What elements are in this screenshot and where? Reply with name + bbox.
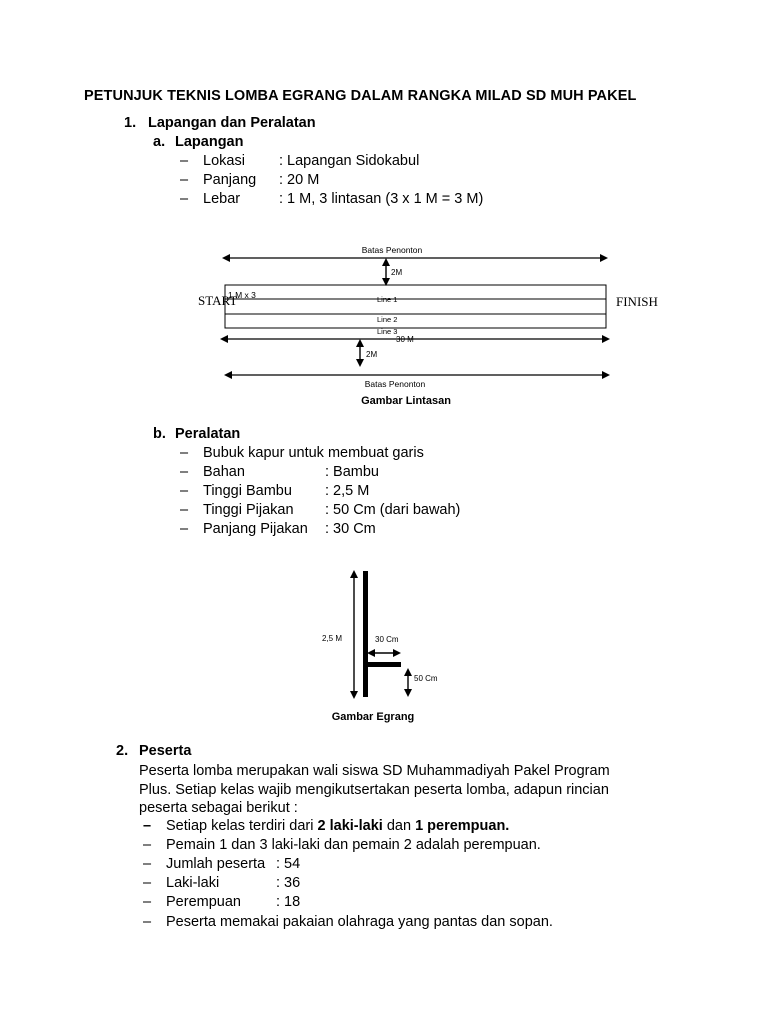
top-gap-label: 2M <box>391 268 403 277</box>
stilt-pole <box>363 571 368 697</box>
step-length-label: 30 Cm <box>375 635 399 644</box>
document-page: PETUNJUK TEKNIS LOMBA EGRANG DALAM RANGKA MILAD SD MUH PAKEL 1. Lapangan dan Peralatan a. Lapangan – Lokasi : Lapangan Sidokabul – Panjang : 20 M – Lebar : 1 M, 3 lintasan (3 x 1 M = 3 M) Batas Penonton 2M START 1 M x 3 FINISH Line 1 Line 2 Line 3 30 M 2M Batas Penonton Gambar Lintasan b. Peralatan – Bubuk kapur untuk membuat garis – Bahan : Bambu – Tinggi Bambu : 2,5 M – Tinggi Pijakan : 50 Cm (dari bawah) – Panjang Pijakan : 30 Cm 2,5 M 30 Cm 50 Cm Gambar Egrang 2. Peserta Peserta lomba merupakan wali siswa SD Muhammadiyah Pakel Program Plus. Setiap kelas wajib mengikutsertakan peserta lomba, adapun rincian peserta sebagai berikut : – Setiap kelas terdiri dari 2 laki-laki dan 1 perempuan. – Pemain 1 dan 3 laki-laki dan pemain 2 adalah perempuan. – Jumlah peserta : 54 – Laki-laki : 36 – Perempuan : 18 – Peserta memakai pakaian olahraga yang pantas dan sopan. <box>0 0 768 1024</box>
subsection-b-letter: b. <box>153 426 166 442</box>
section-1-heading: Lapangan dan Peralatan <box>148 115 316 131</box>
lane-label-1: Line 1 <box>377 295 398 304</box>
subsection-b-heading: Peralatan <box>175 426 241 442</box>
height-label: 2,5 M <box>322 634 343 643</box>
egrang-caption: Gambar Egrang <box>331 711 415 723</box>
step-height-label: 50 Cm <box>414 674 438 683</box>
length-label: 30 M <box>396 335 414 344</box>
egrang-diagram <box>0 560 768 730</box>
subsection-a-heading: Lapangan <box>175 134 244 150</box>
section-1-number: 1. <box>124 115 137 131</box>
bottom-gap-label: 2M <box>366 350 378 359</box>
top-boundary-label: Batas Penonton <box>361 245 423 255</box>
section-2-number: 2. <box>116 743 129 759</box>
lane-label-3: Line 3 <box>377 327 398 336</box>
start-label: START <box>198 293 238 308</box>
section-2-heading: Peserta <box>139 743 192 759</box>
lane-label-2: Line 2 <box>377 315 398 324</box>
subsection-a-letter: a. <box>153 134 166 150</box>
track-lanes <box>225 285 606 328</box>
bottom-boundary-label: Batas Penonton <box>364 379 426 389</box>
lane-width-label: 1 M x 3 <box>228 290 256 300</box>
track-diagram <box>0 0 768 420</box>
stilt-footrest <box>368 662 401 667</box>
track-caption: Gambar Lintasan <box>361 395 451 407</box>
document-title: PETUNJUK TEKNIS LOMBA EGRANG DALAM RANGKA MILAD SD MUH PAKEL <box>84 88 637 104</box>
finish-label: FINISH <box>616 294 658 309</box>
participants-paragraph: Peserta lomba merupakan wali siswa SD Muhammadiyah Pakel Program Plus. Setiap kelas wajib mengikutsertakan peserta lomba, adapun rincian peserta sebagai berikut : <box>139 763 610 817</box>
